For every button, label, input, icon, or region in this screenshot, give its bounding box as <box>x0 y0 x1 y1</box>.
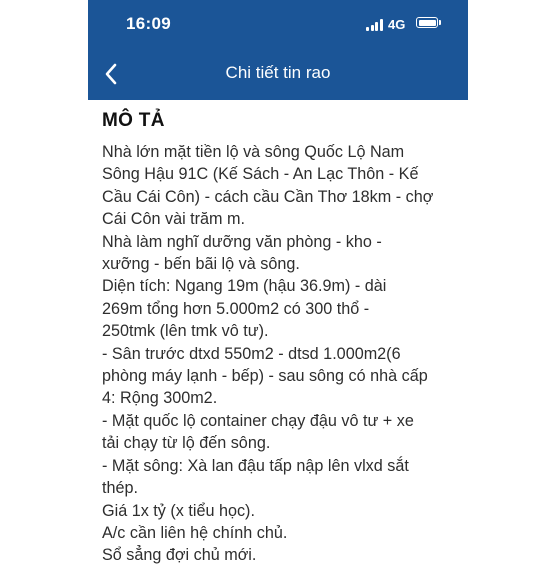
description-line: Giá 1x tỷ (x tiểu học). <box>102 501 255 520</box>
description-line: A/c cần liên hệ chính chủ. <box>102 523 288 542</box>
navigation-bar <box>88 50 468 100</box>
description-line: phòng máy lạnh - bếp) - sau sông có nhà cấp <box>102 367 428 386</box>
description-line: 4: Rộng 300m2. <box>102 389 218 408</box>
description-line: - Mặt sông: Xà lan đậu tấp nập lên vlxd sắt <box>102 456 409 475</box>
description-line: - Sân trước dtxd 550m2 - dtsd 1.000m2(6 <box>102 344 401 363</box>
battery-tip <box>439 20 441 25</box>
network-type: 4G <box>388 17 406 32</box>
description-line: tải chạy từ lộ đến sông. <box>102 434 271 453</box>
description-line: Cầu Cái Côn) - cách cầu Cần Thơ 18km - chợ <box>102 187 434 206</box>
listing-content <box>102 110 462 567</box>
description-line: - Mặt quốc lộ container chạy đậu vô tư + xe <box>102 411 414 430</box>
description-line: Nhà làm nghĩ dưỡng văn phòng - kho - <box>102 232 382 251</box>
description-line: 250tmk (lên tmk vô tư). <box>102 322 269 341</box>
section-title-description: MÔ TẢ <box>102 110 165 131</box>
description-line: 269m tổng hơn 5.000m2 có 300 thổ - <box>102 299 370 318</box>
description-line: Sổ sẳng đợi chủ mới. <box>102 546 257 565</box>
status-time: 16:09 <box>126 14 171 33</box>
app-header <box>88 0 468 100</box>
description-line: Cái Côn vài trăm m. <box>102 210 246 229</box>
battery-icon <box>416 17 438 28</box>
description-line: thép. <box>102 479 139 498</box>
status-bar <box>88 0 468 50</box>
page-title: Chi tiết tin rao <box>225 63 331 82</box>
phone-screen <box>88 0 468 565</box>
description-line: xưỡng - bến bãi lộ và sông. <box>102 255 300 274</box>
cellular-signal-icon <box>366 19 384 31</box>
description-line: Sông Hậu 91C (Kế Sách - An Lạc Thôn - Kế <box>102 165 419 184</box>
listing-description <box>102 141 462 567</box>
description-line: Diện tích: Ngang 19m (hậu 36.9m) - dài <box>102 277 387 296</box>
description-line: Nhà lớn mặt tiền lộ và sông Quốc Lộ Nam <box>102 143 405 161</box>
